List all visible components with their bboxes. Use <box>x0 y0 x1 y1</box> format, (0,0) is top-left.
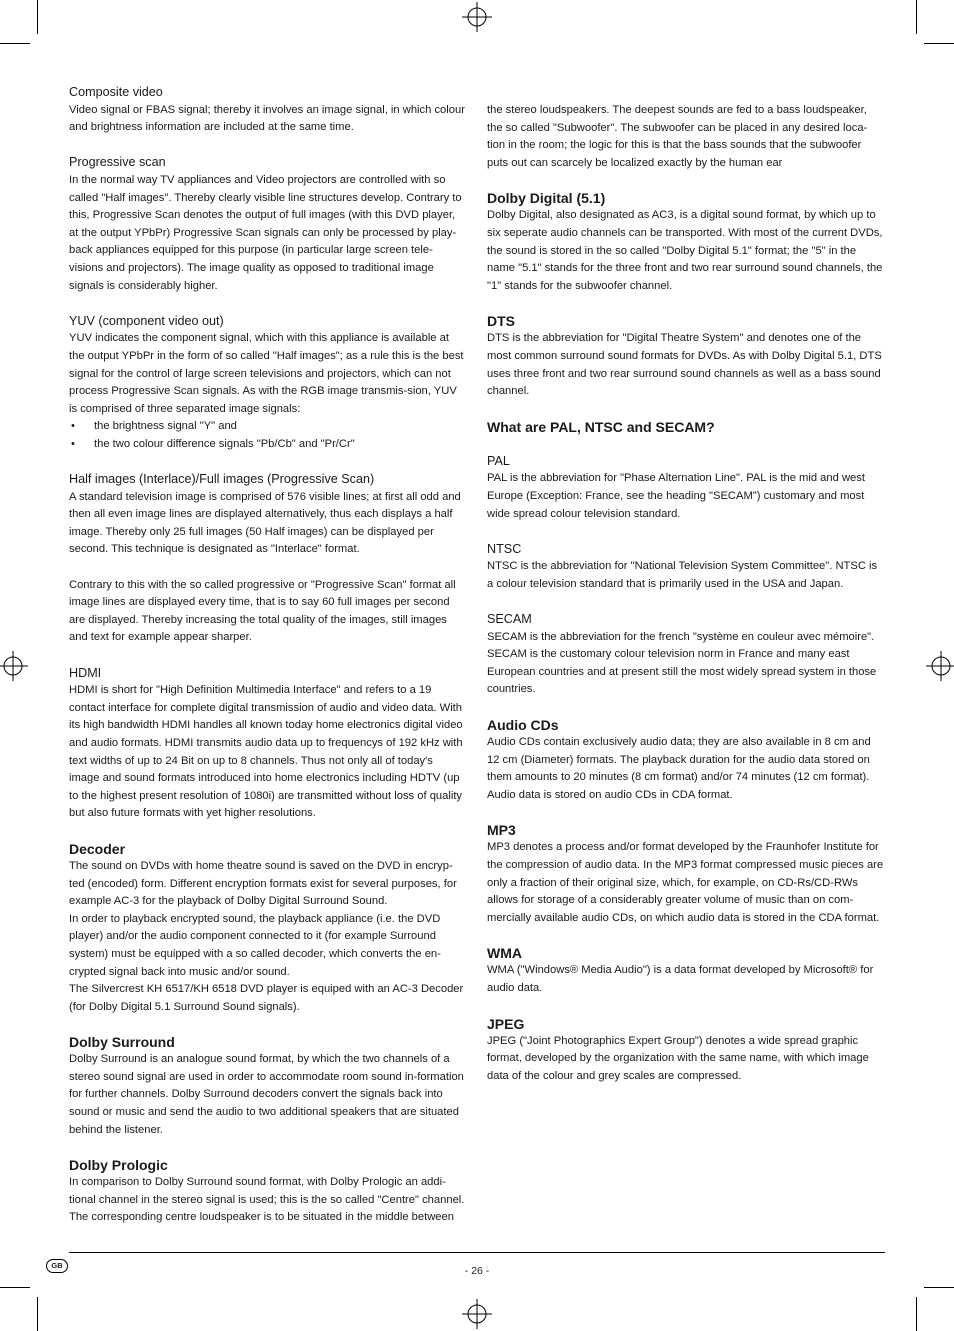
spacer <box>69 1016 465 1033</box>
spacer <box>69 647 465 665</box>
spacer <box>69 823 465 840</box>
crop-mark <box>0 1287 30 1288</box>
list-item: • the two colour difference signals "Pb/Cb" and "Pr/Cr" <box>69 436 465 454</box>
section-pal <box>487 453 885 523</box>
section-progressive-scan <box>69 154 465 295</box>
crop-mark <box>0 43 30 44</box>
footer-divider <box>69 1252 885 1253</box>
section-title: SECAM <box>487 612 532 627</box>
section-text: Contrary to this with the so called progressive or "Progressive Scan" format all image lines are displayed every time, that is to say 60 full images per second are displayed. Thereby increasing the total quality of the images, still images and text for example appear sharper. <box>69 578 456 644</box>
section-yuv <box>69 313 465 454</box>
section-text: Video signal or FBAS signal; thereby it involves an image signal, in which colour and brightness information are included at the same time. <box>69 103 465 134</box>
section-title: Dolby Surround <box>69 1034 175 1051</box>
spacer <box>69 559 465 577</box>
section-dts <box>487 312 885 400</box>
section-title: Dolby Prologic <box>69 1157 168 1174</box>
section-title: Audio CDs <box>487 717 559 734</box>
spacer <box>69 453 465 471</box>
crop-mark <box>37 0 38 34</box>
spacer <box>487 804 885 821</box>
spacer <box>487 998 885 1015</box>
section-text: PAL is the abbreviation for "Phase Alternation Line". PAL is the mid and west Europe (Exception: France, see the heading "SECAM") customary and most wide spread colour television standard. <box>487 472 865 520</box>
spacer <box>487 401 885 418</box>
section-title: JPEG <box>487 1015 525 1032</box>
section-title: Dolby Digital (5.1) <box>487 190 606 207</box>
section-title: PAL <box>487 453 510 468</box>
section-mp3 <box>487 821 885 927</box>
section-hdmi <box>69 665 465 823</box>
spacer <box>487 593 885 611</box>
section-title-pal-ntsc-secam: What are PAL, NTSC and SECAM? <box>487 418 715 435</box>
section-title: DTS <box>487 313 515 330</box>
crop-mark <box>924 1287 954 1288</box>
registration-mark-icon <box>926 651 954 681</box>
section-title: WMA <box>487 945 522 962</box>
section-text: Dolby Surround is an analogue sound format, by which the two channels of a stereo sound signal are used in order to accommodate room sound in-formation for further channels. Dolby Surround decoders convert the signals back into sound or music and send the audio to two additional speakers that are situated behind the listener. <box>69 1053 464 1136</box>
section-text: YUV indicates the component signal, which with this appliance is available at the output YPbPr in the form of so called "Half images"; as a rule this is the best signal for the control of large screen televisions and projectors, which can not process Progressive Scan signals. As with the RGB image transmis-sion, YUV is comprised of three separated image signals: <box>69 332 464 415</box>
section-text: In order to playback encrypted sound, the playback appliance (i.e. the DVD player) and/or the audio component connected to it (for example Surround system) must be equipped with a so called decoder, which converts the en-crypted signal back into music and/or sound. <box>69 912 441 978</box>
registration-mark-icon <box>0 651 28 681</box>
section-title: NTSC <box>487 541 522 556</box>
spacer <box>69 295 465 313</box>
section-title: Composite video <box>69 85 163 99</box>
section-text: In the normal way TV appliances and Video projectors are controlled with so called "Half images". Thereby clearly visible line structures develop. Contrary to this, Progressive Scan denotes the output of full images (with this DVD player, at the output YPbPr) Progressive Scan signals can only be processed by play-back appliances equipped for this purpose (in particular large screen tele-visions and projectors). The image quality as opposed to traditional image signals is considerably higher. <box>69 173 462 292</box>
section-text: A standard television image is comprised of 576 visible lines; at first all odd and then all even image lines are displayed alternatively, thus each displays a half image. Thereby only 25 full images (50 Half images) can be displayed per second. This technique is designated as "Interlace" format. <box>69 490 461 556</box>
crop-mark <box>916 1297 917 1331</box>
left-column <box>69 84 465 1227</box>
section-text: Audio CDs contain exclusively audio data; they are also available in 8 cm and 12 cm (Diameter) formats. The playback duration for the audio data stored on them amounts to 20 minutes (8 cm format) and/or 74 minutes (12 cm format). Audio data is stored on audio CDs in CDA format. <box>487 736 871 801</box>
spacer <box>69 1139 465 1156</box>
section-text: MP3 denotes a process and/or format developed by the Fraunhofer Institute for the compression of audio data. In the MP3 format compressed music pieces are only a fraction of their original size, which, for example, on CD-Rs/CD-RWs allows for storage of a considerably greater volume of music than on com-mercially available audio CDs, on which audio data is stored in the CDA format. <box>487 841 884 924</box>
section-title: Progressive scan <box>69 155 166 170</box>
spacer <box>487 172 885 189</box>
section-title: Decoder <box>69 840 126 857</box>
section-title: MP3 <box>487 822 516 839</box>
section-text: NTSC is the abbreviation for "National Television System Committee". NTSC is a colour television standard that is primarily used in the USA and Japan. <box>487 560 878 590</box>
section-title: YUV (component video out) <box>69 313 224 328</box>
section-dolby-prologic <box>69 1156 465 1227</box>
section-dolby-surround <box>69 1033 465 1139</box>
spacer <box>487 436 885 453</box>
section-jpeg <box>487 1015 885 1086</box>
spacer <box>487 927 885 944</box>
section-half-images <box>69 471 465 647</box>
spacer <box>487 699 885 716</box>
spacer <box>487 523 885 541</box>
section-text: In comparison to Dolby Surround sound format, with Dolby Prologic an addi-tional channel in the stereo signal is used; this is the so called "Centre" channel. The corresponding centre loudspeaker is to be situated in the middle between <box>69 1176 465 1224</box>
continuation-text: the stereo loudspeakers. The deepest sounds are fed to a bass loudspeaker, the so called "Subwoofer". The subwoofer can be placed in any desired loca-tion in the room; the logic for this is that the bass sounds that the subwoofer puts out can scarcely be localized exactly by the human ear <box>487 104 868 169</box>
section-secam <box>487 611 885 699</box>
registration-mark-icon <box>462 2 492 32</box>
section-text: Dolby Digital, also designated as AC3, is a digital sound format, by which up to six seperate audio channels can be transported. With most of the current DVDs, the sound is stored in the so called "Dolby Digital 5.1" format; the "5" in the name "5.1" stands for the three front and two rear surround sound channels, the "1" stands for the subwoofer channel. <box>487 209 883 292</box>
spacer <box>69 137 465 155</box>
section-text: SECAM is the abbreviation for the french "système en couleur avec mémoire". SECAM is the customary colour television norm in France and many east European countries and at present still the most widely spread system in those countries. <box>487 630 877 696</box>
section-wma <box>487 944 885 997</box>
section-text: The sound on DVDs with home theatre sound is saved on the DVD in encryp-ted (encoded) form. Different encryption formats exist for several purposes, for example AC-3 for the playback of Dolby Digital Surround Sound. <box>69 859 457 908</box>
spacer <box>487 295 885 312</box>
crop-mark <box>924 43 954 44</box>
right-column <box>487 102 885 1085</box>
list-item: • the brightness signal "Y" and <box>69 418 465 436</box>
section-title: Half images (Interlace)/Full images (Progressive Scan) <box>69 472 375 487</box>
crop-mark <box>916 0 917 34</box>
section-decoder <box>69 840 465 1016</box>
section-title: HDMI <box>69 665 102 680</box>
section-text: DTS is the abbreviation for "Digital Theatre System" and denotes one of the most common surround sound formats for DVDs. As with Dolby Digital 5.1, DTS uses three front and two rear surround sound channels as well as a bass sound channel. <box>487 332 882 398</box>
section-text: JPEG ("Joint Photographics Expert Group") denotes a wide spread graphic format, developed by the organization with the same name, with which image data of the colour and grey scales are compressed. <box>487 1034 869 1082</box>
language-badge: GB <box>46 1259 68 1273</box>
section-text: The Silvercrest KH 6517/KH 6518 DVD player is equiped with an AC-3 Decoder (for Dolby Digital 5.1 Surround Sound signals). <box>69 983 464 1013</box>
section-composite-video <box>69 84 465 137</box>
section-dolby-digital <box>487 189 885 295</box>
page-number: - 26 - <box>464 1265 490 1277</box>
crop-mark <box>37 1297 38 1331</box>
bullet-list <box>69 418 465 453</box>
section-audio-cds <box>487 716 885 804</box>
section-ntsc <box>487 541 885 594</box>
section-text: WMA ("Windows® Media Audio") is a data format developed by Microsoft® for audio data. <box>487 964 874 994</box>
section-text: HDMI is short for "High Definition Multimedia Interface" and refers to a 19 contact interface for complete digital transmission of audio and video data. With its high bandwidth HDMI handles all known today home electronics digital video and audio formats. HDMI transmits audio data up to frequencys of 192 kHz with text widths of up to 24 Bit on up to 8 channels. Thus not only all of today's image and sound formats introduced into home electronics including HDTV (up to the highest present resolution of 1080i) are transmitted without loss of quality but also future formats with yet higher resolutions. <box>69 684 463 820</box>
registration-mark-icon <box>462 1299 492 1329</box>
